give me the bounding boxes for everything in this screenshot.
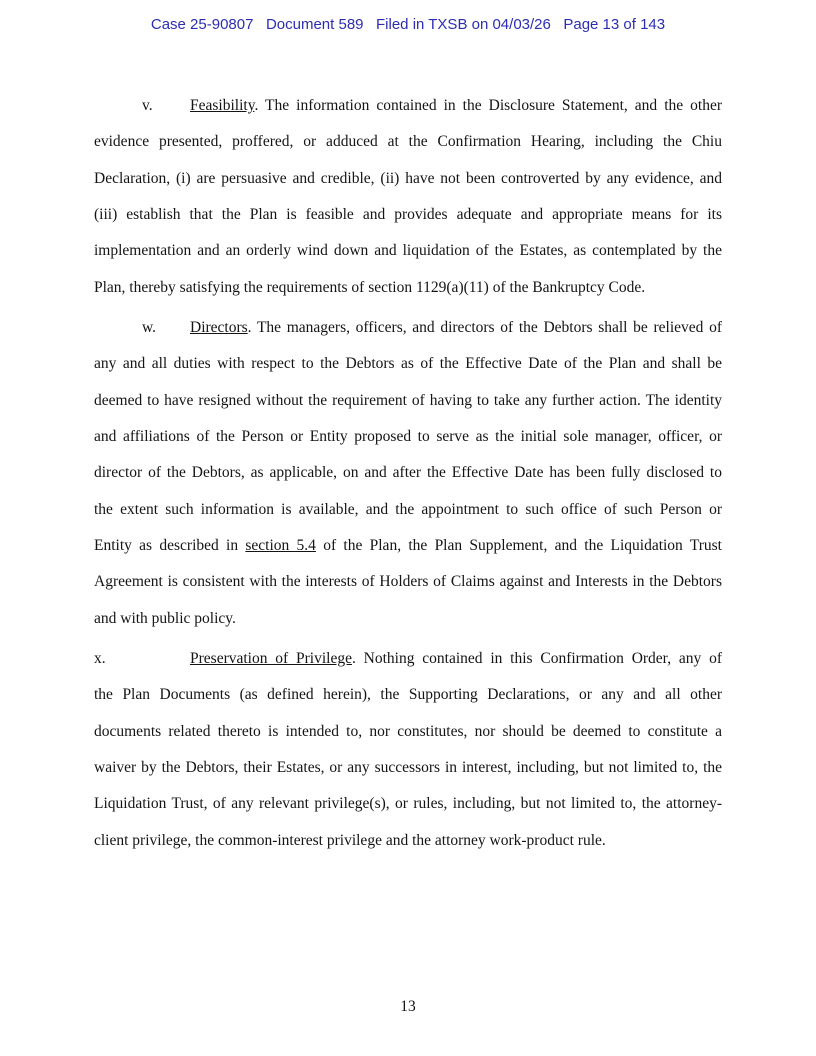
body-text: (iii) establish that the Plan is feasible and provides adequate and appropriate means for its: [94, 205, 722, 223]
text-line: [94, 270, 722, 306]
body-text: Entity as described in: [94, 536, 246, 554]
body-text: . The information contained in the Disclosure Statement, and the other: [254, 97, 722, 114]
body-text: and affiliations of the Person or Entity proposed to serve as the initial sole manager, officer, or: [94, 427, 722, 445]
body-text: the extent such information is available, and the appointment to such office of such Person or: [94, 500, 722, 518]
text-line: [94, 310, 722, 346]
paragraph-marker: v.: [142, 97, 153, 114]
underlined-text: Preservation of Privilege: [190, 649, 352, 667]
body-text: of the Plan, the Plan Supplement, and the Liquidation Trust: [315, 536, 722, 554]
body-text: waiver by the Debtors, their Estates, or any successors in interest, including, but not limited to, the: [94, 758, 722, 776]
text-line: [94, 419, 722, 455]
body-text: Declaration, (i) are persuasive and credible, (ii) have not been controverted by any evidence, and: [94, 169, 722, 187]
paragraph: [94, 310, 722, 637]
body-text: documents related thereto is intended to, nor constitutes, nor should be deemed to constitute a: [94, 722, 722, 740]
text-line: [94, 714, 722, 750]
paragraph-marker: x.: [94, 649, 106, 667]
document-body: [94, 88, 722, 859]
text-line: [94, 750, 722, 786]
text-line: [94, 677, 722, 713]
page-number: 13: [400, 998, 416, 1015]
underlined-text: Directors: [190, 318, 248, 336]
body-text: evidence presented, proffered, or adduced at the Confirmation Hearing, including the Chiu: [94, 133, 722, 151]
body-text: Agreement is consistent with the interests of Holders of Claims against and Interests in the Debtors: [94, 573, 722, 591]
text-line: [94, 601, 722, 637]
body-text: . The managers, officers, and directors of the Debtors shall be relieved of: [247, 318, 722, 336]
body-text: implementation and an orderly wind down and liquidation of the Estates, as contemplated by the: [94, 242, 722, 260]
case-header-stamp: Case 25-90807 Document 589 Filed in TXSB on 04/03/26 Page 13 of 143: [150, 16, 666, 33]
text-line: [94, 88, 722, 124]
text-line: [94, 346, 722, 382]
paragraph: [94, 641, 722, 859]
text-line: [94, 383, 722, 419]
body-text: Liquidation Trust, of any relevant privilege(s), or rules, including, but not limited to, the attorney-: [94, 795, 722, 813]
text-line: [94, 161, 722, 197]
body-text: director of the Debtors, as applicable, on and after the Effective Date has been fully disclosed to: [94, 464, 722, 482]
underlined-text: section 5.4: [245, 536, 316, 554]
body-text: the Plan Documents (as defined herein), the Supporting Declarations, or any and all other: [94, 686, 722, 704]
underlined-text: Feasibility: [190, 97, 255, 114]
text-line: [94, 492, 722, 528]
body-text: client privilege, the common-interest privilege and the attorney work-product rule.: [94, 831, 606, 849]
text-line: [94, 233, 722, 269]
text-line: [94, 641, 722, 677]
text-line: [94, 786, 722, 822]
body-text: . Nothing contained in this Confirmation Order, any of: [351, 649, 722, 667]
body-text: and with public policy.: [94, 609, 236, 627]
text-line: [94, 124, 722, 160]
text-line: [94, 564, 722, 600]
text-line: [94, 455, 722, 491]
body-text: Plan, thereby satisfying the requirements of section 1129(a)(11) of the Bankruptcy Code.: [94, 278, 646, 296]
paragraph: [94, 88, 722, 306]
text-line: [94, 528, 722, 564]
body-text: deemed to have resigned without the requirement of having to take any further action. The identity: [94, 391, 722, 409]
text-line: [94, 197, 722, 233]
body-text: any and all duties with respect to the Debtors as of the Effective Date of the Plan and shall be: [94, 355, 722, 373]
paragraph-marker: w.: [142, 318, 157, 336]
text-line: [94, 823, 722, 859]
